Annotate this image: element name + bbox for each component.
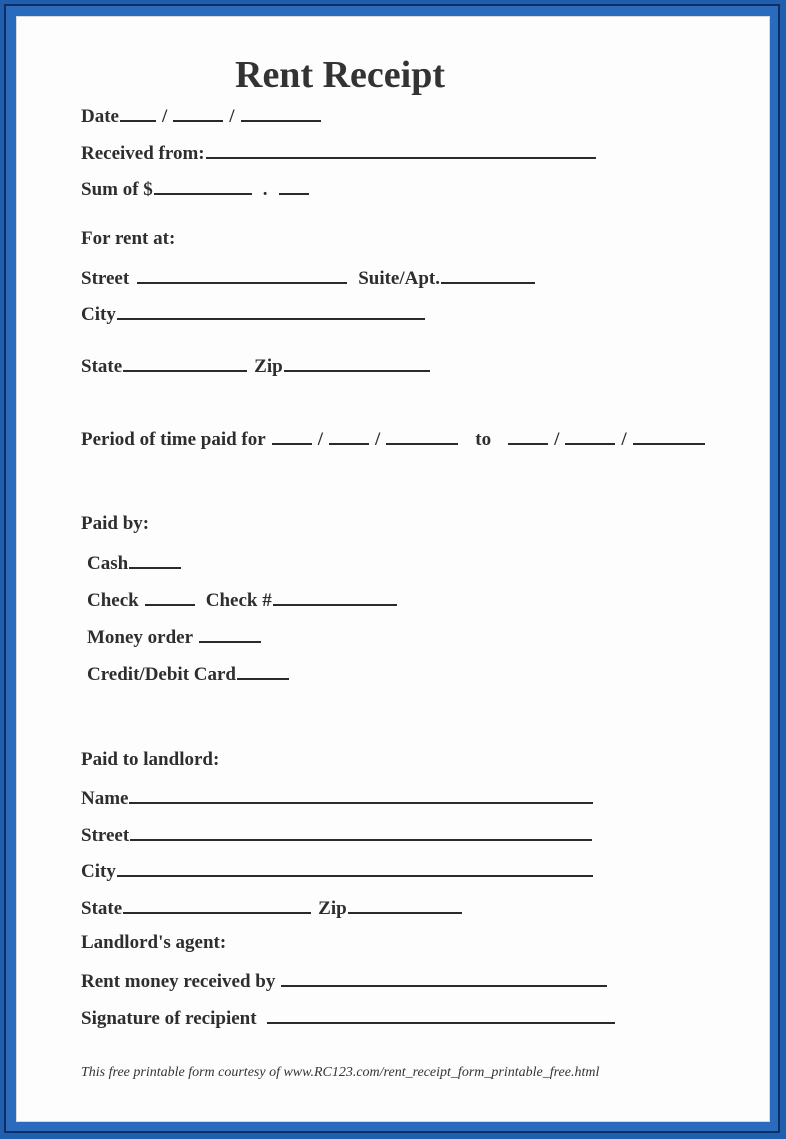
card-label: Credit/Debit Card — [87, 664, 236, 685]
card-row — [87, 660, 290, 684]
date-row: Date / / — [81, 102, 322, 126]
for-rent-at-heading: For rent at: — [81, 228, 176, 249]
rental-street-row — [81, 264, 536, 288]
form-title: Rent Receipt — [235, 54, 445, 96]
landlord-street-field[interactable] — [130, 821, 592, 841]
period-to-label: to — [475, 429, 492, 450]
rental-state-label: State — [81, 356, 123, 377]
check-label: Check — [87, 590, 139, 611]
period-end-month[interactable] — [508, 425, 548, 445]
rental-city-row — [81, 300, 426, 324]
sum-row: Sum of $ . — [81, 175, 310, 199]
rental-state-row — [81, 352, 431, 376]
received-by-label: Rent money received by — [81, 971, 276, 992]
check-number-field[interactable] — [273, 586, 397, 606]
landlord-zip-label: Zip — [318, 898, 347, 919]
money-order-label: Money order — [87, 627, 194, 648]
date-day-field[interactable] — [173, 102, 223, 122]
signature-label: Signature of recipient — [81, 1008, 257, 1029]
received-from-label: Received from: — [81, 143, 205, 164]
landlord-zip-field[interactable] — [348, 894, 462, 914]
landlord-name-label: Name — [81, 788, 129, 809]
rental-zip-field[interactable] — [284, 352, 430, 372]
date-label: Date — [81, 106, 119, 127]
sum-label: Sum of $ — [81, 179, 153, 200]
check-number-label: Check # — [205, 590, 272, 611]
paid-by-heading: Paid by: — [81, 513, 150, 534]
landlord-name-row — [81, 784, 594, 808]
check-field[interactable] — [145, 586, 195, 606]
rental-state-field[interactable] — [123, 352, 247, 372]
signature-row — [81, 1004, 616, 1028]
date-year-field[interactable] — [241, 102, 321, 122]
money-order-field[interactable] — [199, 623, 261, 643]
suite-field[interactable] — [441, 264, 535, 284]
receipt-form — [16, 16, 770, 1122]
period-label: Period of time paid for — [81, 429, 266, 450]
cash-label: Cash — [87, 553, 129, 574]
cash-field[interactable] — [129, 549, 181, 569]
period-row: Period of time paid for / / to / / — [81, 425, 706, 449]
landlord-street-row — [81, 821, 593, 845]
period-end-year[interactable] — [633, 425, 705, 445]
date-month-field[interactable] — [120, 102, 156, 122]
landlord-state-row — [81, 894, 463, 918]
rental-zip-label: Zip — [254, 356, 283, 377]
landlord-state-field[interactable] — [123, 894, 311, 914]
received-by-row — [81, 967, 608, 991]
cash-row — [87, 549, 182, 573]
period-end-day[interactable] — [565, 425, 615, 445]
received-by-field[interactable] — [281, 967, 607, 987]
rental-street-label: Street — [81, 268, 130, 289]
landlord-city-row — [81, 857, 594, 881]
period-start-day[interactable] — [329, 425, 369, 445]
landlord-city-label: City — [81, 861, 116, 882]
sum-dollars-field[interactable] — [154, 175, 252, 195]
landlord-name-field[interactable] — [129, 784, 593, 804]
received-from-row — [81, 139, 597, 163]
signature-field[interactable] — [267, 1004, 615, 1024]
landlord-street-label: Street — [81, 825, 130, 846]
landlord-state-label: State — [81, 898, 123, 919]
rental-city-field[interactable] — [117, 300, 425, 320]
landlord-city-field[interactable] — [117, 857, 593, 877]
suite-label: Suite/Apt. — [358, 268, 441, 289]
money-order-row — [87, 623, 262, 647]
period-start-month[interactable] — [272, 425, 312, 445]
received-from-field[interactable] — [206, 139, 596, 159]
check-row — [87, 586, 398, 610]
footer-credit: This free printable form courtesy of www.RC123.com/rent_receipt_form_printable_free.html — [81, 1065, 600, 1080]
landlord-agent-heading: Landlord's agent: — [81, 932, 227, 953]
card-field[interactable] — [237, 660, 289, 680]
sum-cents-field[interactable] — [279, 175, 309, 195]
rental-city-label: City — [81, 304, 116, 325]
period-start-year[interactable] — [386, 425, 458, 445]
rental-street-field[interactable] — [137, 264, 347, 284]
landlord-heading: Paid to landlord: — [81, 749, 220, 770]
